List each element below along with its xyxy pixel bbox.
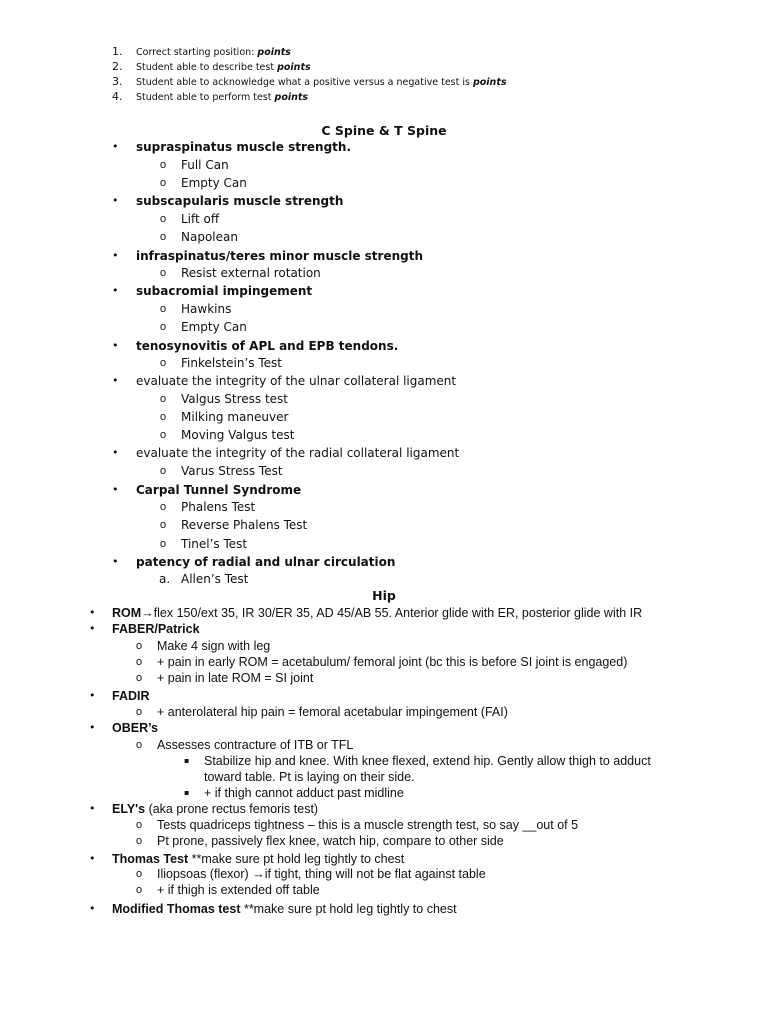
circle-bullet-icon: o: [136, 884, 143, 896]
list-item: evaluate the integrity of the ulnar collateral ligament: [136, 374, 457, 388]
section-heading: Hip: [372, 588, 396, 603]
circle-bullet-icon: o: [160, 159, 167, 171]
sub-item: Hawkins: [181, 302, 232, 316]
list-item: infraspinatus/teres minor muscle strength: [136, 249, 424, 263]
circle-bullet-icon: o: [160, 231, 167, 243]
circle-bullet-icon: o: [160, 465, 167, 477]
sub-item: Make 4 sign with leg: [157, 639, 271, 653]
bullet-icon: •: [89, 802, 96, 815]
circle-bullet-icon: o: [160, 429, 167, 441]
sub-sub-item: Stabilize hip and knee. With knee flexed, extend hip. Gently allow thigh to adduct: [204, 754, 651, 768]
bullet-icon: •: [89, 622, 96, 635]
alpha-marker: a.: [159, 572, 171, 586]
sub-item: Moving Valgus test: [181, 428, 295, 442]
sub-item: Reverse Phalens Test: [181, 518, 308, 532]
criteria-text: Student able to perform test points: [136, 92, 309, 103]
criteria-number: 2.: [112, 60, 123, 73]
circle-bullet-icon: o: [160, 267, 167, 279]
list-item: supraspinatus muscle strength.: [136, 140, 352, 154]
circle-bullet-icon: o: [136, 640, 143, 652]
sub-item: Valgus Stress test: [181, 392, 288, 406]
bullet-icon: •: [89, 689, 96, 702]
list-item: ELY's (aka prone rectus femoris test): [112, 802, 319, 816]
circle-bullet-icon: o: [160, 519, 167, 531]
sub-item: Napolean: [181, 230, 238, 244]
circle-bullet-icon: o: [136, 835, 143, 847]
sub-item: Empty Can: [181, 320, 247, 334]
list-item: Thomas Test **make sure pt hold leg tightly to chest: [112, 852, 405, 866]
bullet-icon: •: [112, 194, 119, 207]
circle-bullet-icon: o: [136, 706, 143, 718]
circle-bullet-icon: o: [160, 411, 167, 423]
criteria-number: 4.: [112, 90, 123, 103]
circle-bullet-icon: o: [136, 739, 143, 751]
sub-sub-item: + if thigh cannot adduct past midline: [204, 786, 404, 800]
sub-item: Full Can: [181, 158, 229, 172]
circle-bullet-icon: o: [136, 868, 143, 880]
sub-item: + pain in late ROM = SI joint: [157, 671, 314, 685]
circle-bullet-icon: o: [160, 321, 167, 333]
sub-item: Lift off: [181, 212, 220, 226]
bullet-icon: •: [89, 606, 96, 619]
list-item: Carpal Tunnel Syndrome: [136, 483, 302, 497]
sub-item: Tests quadriceps tightness – this is a muscle strength test, so say __out of 5: [157, 818, 579, 832]
bullet-icon: •: [112, 249, 119, 262]
list-item-rom: ROM→flex 150/ext 35, IR 30/ER 35, AD 45/AB 55. Anterior glide with ER, posterior glide with IR: [112, 606, 643, 620]
sub-item: Assesses contracture of ITB or TFL: [157, 738, 354, 752]
sub-item: Pt prone, passively flex knee, watch hip, compare to other side: [157, 834, 504, 848]
bullet-icon: •: [89, 852, 96, 865]
list-item: OBER’s: [112, 721, 159, 735]
list-item: evaluate the integrity of the radial collateral ligament: [136, 446, 460, 460]
circle-bullet-icon: o: [160, 357, 167, 369]
circle-bullet-icon: o: [136, 672, 143, 684]
bullet-icon: •: [112, 374, 119, 387]
circle-bullet-icon: o: [160, 393, 167, 405]
section-heading: C Spine & T Spine: [321, 123, 447, 138]
circle-bullet-icon: o: [160, 501, 167, 513]
arrow-right-icon: →: [252, 867, 265, 881]
sub-item: Tinel’s Test: [181, 537, 248, 551]
circle-bullet-icon: o: [160, 538, 167, 550]
sub-item: Resist external rotation: [181, 266, 321, 280]
criteria-number: 3.: [112, 75, 123, 88]
list-item: tenosynovitis of APL and EPB tendons.: [136, 339, 399, 353]
bullet-icon: •: [112, 483, 119, 496]
square-bullet-icon: ▪: [184, 788, 190, 797]
list-item: FADIR: [112, 689, 150, 703]
list-item: FABER/Patrick: [112, 622, 200, 636]
circle-bullet-icon: o: [136, 656, 143, 668]
bullet-icon: •: [112, 284, 119, 297]
bullet-icon: •: [112, 140, 119, 153]
circle-bullet-icon: o: [160, 213, 167, 225]
list-item: subscapularis muscle strength: [136, 194, 344, 208]
circle-bullet-icon: o: [160, 177, 167, 189]
bullet-icon: •: [89, 902, 96, 915]
arrow-right-icon: →: [141, 606, 154, 620]
sub-sub-item-cont: toward table. Pt is laying on their side.: [204, 770, 415, 784]
sub-item: Finkelstein’s Test: [181, 356, 282, 370]
bullet-icon: •: [112, 555, 119, 568]
sub-item: Empty Can: [181, 176, 247, 190]
sub-item: + anterolateral hip pain = femoral acetabular impingement (FAI): [157, 705, 508, 719]
list-item: Modified Thomas test **make sure pt hold leg tightly to chest: [112, 902, 457, 916]
criteria-text: Correct starting position: points: [136, 47, 291, 58]
sub-item: Phalens Test: [181, 500, 256, 514]
sub-item: Varus Stress Test: [181, 464, 283, 478]
sub-item: + if thigh is extended off table: [157, 883, 320, 897]
bullet-icon: •: [112, 339, 119, 352]
sub-item: Milking maneuver: [181, 410, 289, 424]
bullet-icon: •: [112, 446, 119, 459]
criteria-number: 1.: [112, 45, 123, 58]
square-bullet-icon: ▪: [184, 756, 190, 765]
sub-item: Allen’s Test: [181, 572, 249, 586]
sub-item: + pain in early ROM = acetabulum/ femoral joint (bc this is before SI joint is engaged): [157, 655, 628, 669]
circle-bullet-icon: o: [136, 819, 143, 831]
bullet-icon: •: [89, 721, 96, 734]
criteria-text: Student able to describe test points: [136, 62, 311, 73]
criteria-text: Student able to acknowledge what a positive versus a negative test is points: [136, 77, 507, 88]
list-item: patency of radial and ulnar circulation: [136, 555, 396, 569]
list-item: subacromial impingement: [136, 284, 313, 298]
sub-item: Iliopsoas (flexor) →if tight, thing will not be flat against table: [157, 867, 486, 881]
circle-bullet-icon: o: [160, 303, 167, 315]
